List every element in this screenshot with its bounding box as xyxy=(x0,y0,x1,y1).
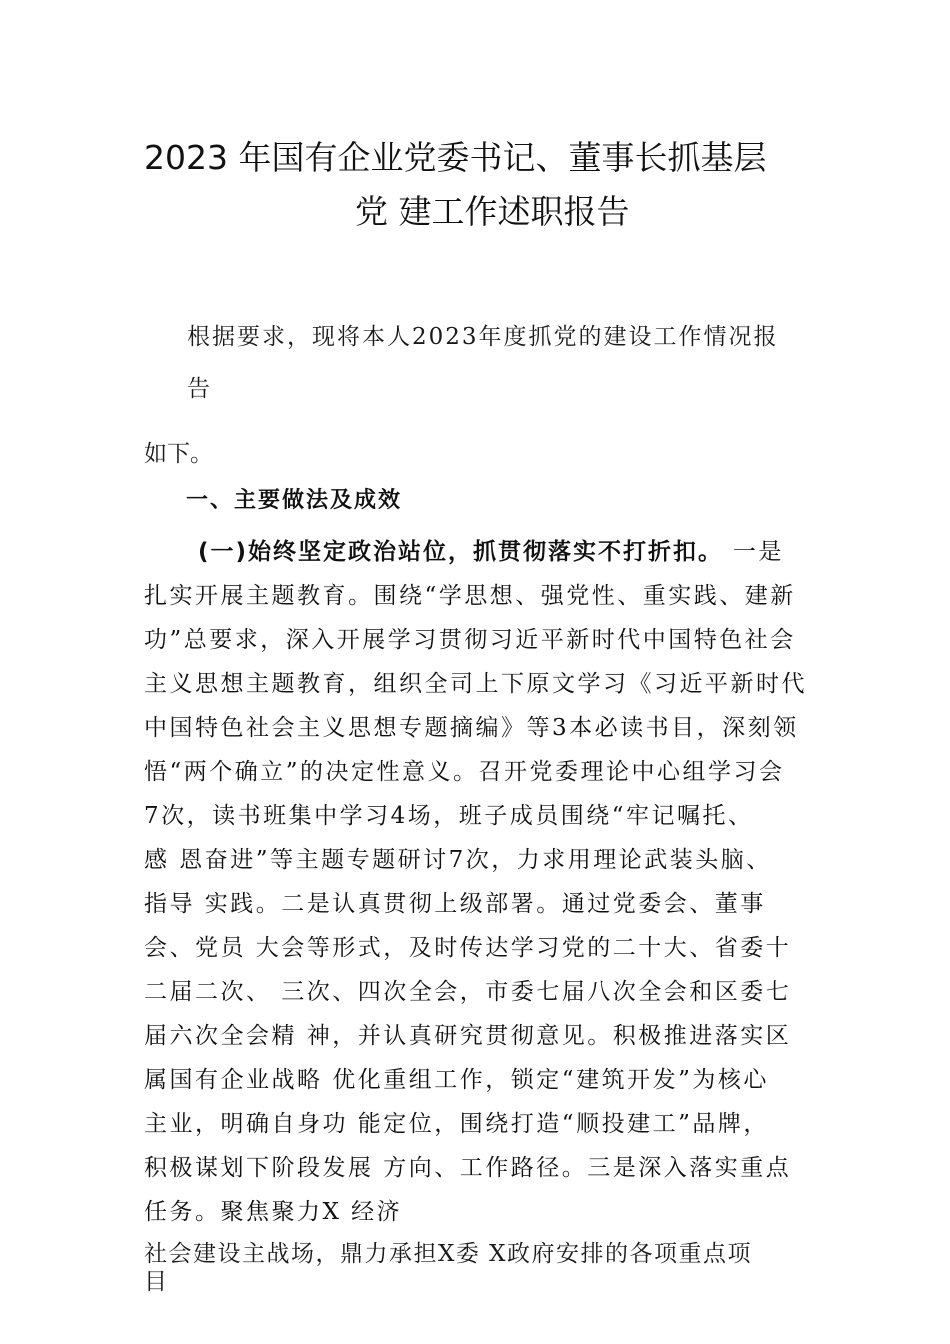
body-line: 指导 实践。二是认真贯彻上级部署。通过党委会、董事 xyxy=(144,891,766,917)
section-heading: 一、主要做法及成效 xyxy=(186,488,403,513)
body-line: 功”总要求，深入开展学习贯彻习近平新时代中国特色社会 xyxy=(144,627,796,653)
body-line: 悟“两个确立”的决定性意义。召开党委理论中心组学习会 xyxy=(144,759,785,785)
tail-line-2: 目 xyxy=(144,1269,167,1295)
body-line: 7次，读书班集中学习4场，班子成员围绕“牢记嘱托、 xyxy=(144,803,754,829)
body-line: 主业，明确自身功 能定位，围绕打造“顺投建工”品牌， xyxy=(144,1111,769,1137)
body-line: 感 恩奋进”等主题专题研讨7次，力求用理论武装头脑、 xyxy=(144,847,772,873)
body-line: 任务。聚焦聚力X 经济 xyxy=(144,1199,403,1225)
body-line: 中国特色社会主义思想专题摘编》等3本必读书目，深刻领 xyxy=(144,715,799,741)
body-line: 届六次全会精 神，并认真研究贯彻意见。积极推进落实区 xyxy=(144,1023,792,1049)
body-line: 属国有企业战略 优化重组工作，锁定“建筑开发”为核心 xyxy=(144,1067,769,1093)
document-title-line-2: 党 建工作述职报告 xyxy=(355,192,630,231)
body-line: 会、党员 大会等形式，及时传达学习党的二十大、省委十 xyxy=(144,935,792,961)
body-line: 积极谋划下阶段发展 方向、工作路径。三是深入落实重点 xyxy=(144,1155,792,1181)
tail-line-1: 社会建设主战场，鼎力承担X委 X政府安排的各项重点项 xyxy=(144,1241,753,1267)
body-line: 二届二次、 三次、四次全会，市委七届八次全会和区委七 xyxy=(144,979,792,1005)
body-paragraph xyxy=(144,536,812,1240)
body-line: 扎实开展主题教育。围绕“学思想、强党性、重实践、建新 xyxy=(144,583,796,609)
body-line: 一是 xyxy=(723,539,784,565)
intro-line-1: 根据要求，现将本人2023年度抓党的建设工作情况报 xyxy=(187,324,779,350)
intro-line-2: 告 xyxy=(187,376,210,402)
intro-line-3: 如下。 xyxy=(144,441,213,467)
body-first-row xyxy=(144,536,812,580)
body-line: 主义思想主题教育，组织全司上下原文学习《习近平新时代 xyxy=(144,671,807,697)
subsection-heading: (一)始终坚定政治站位，抓贯彻落实不打折扣。 xyxy=(198,539,724,565)
document-title-line-1: 2023 年国有企业党委书记、董事长抓基层 xyxy=(144,138,767,177)
